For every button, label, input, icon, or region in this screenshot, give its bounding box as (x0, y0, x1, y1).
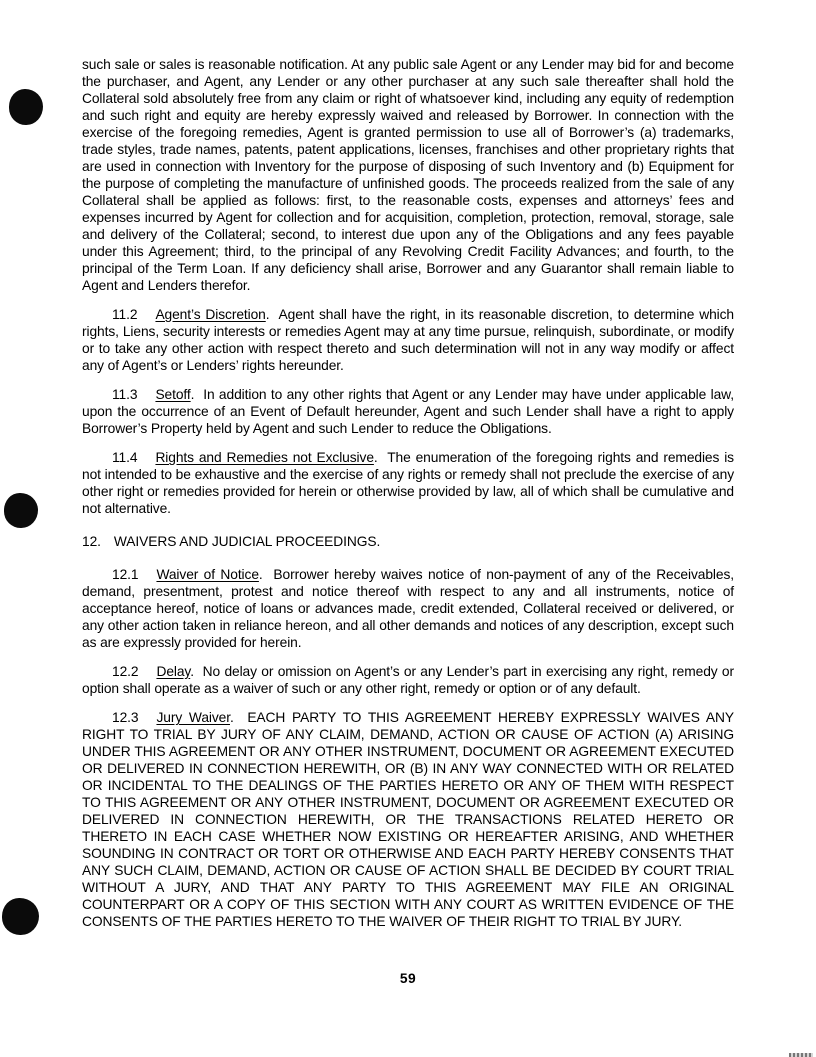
section-12-3-number: 12.3 (112, 710, 139, 725)
section-12-2-title: Delay (156, 664, 191, 679)
page-number: 59 (399, 971, 417, 986)
section-12-2-number: 12.2 (112, 664, 139, 679)
section-12-2 (82, 663, 734, 697)
section-11-2-body: . Agent shall have the right, in its reasonable discretion, to determine which rights, Liens, security interests or remedies Agent may at any time pursue, relinquish, subordinate, or modify or to take any other action with respect thereto and such determination will not in any way modify or affect any of Agent’s or Lenders’ rights hereunder. (82, 307, 734, 373)
section-11-4-body: . The enumeration of the foregoing rights and remedies is not intended to be exhaustive and the exercise of any rights or remedy shall not preclude the exercise of any other right or remedies provided for herein or otherwise provided by law, all of which shall be cumulative and not alternative. (82, 450, 734, 516)
section-11-3 (82, 386, 734, 437)
section-12-3-body: . EACH PARTY TO THIS AGREEMENT HEREBY EXPRESSLY WAIVES ANY RIGHT TO TRIAL BY JURY OF ANY CLAIM, DEMAND, ACTION OR CAUSE OF ACTION (A) ARISING UNDER THIS AGREEMENT OR ANY OTHER INSTRUMENT, DOCUMENT OR AGREEMENT EXECUTED OR DELIVERED IN CONNECTION HEREWITH, OR (B) IN ANY WAY CONNECTED WITH OR RELATED OR INCIDENTAL TO THE DEALINGS OF THE PARTIES HERETO OR ANY OF THEM WITH RESPECT TO THIS AGREEMENT OR ANY OTHER INSTRUMENT, DOCUMENT OR AGREEMENT EXECUTED OR DELIVERED IN CONNECTION HEREWITH, OR THE TRANSACTIONS RELATED HERETO OR THERETO IN EACH CASE WHETHER NOW EXISTING OR HEREAFTER ARISING, AND WHETHER SOUNDING IN CONTRACT OR TORT OR OTHERWISE AND EACH PARTY HEREBY CONSENTS THAT ANY SUCH CLAIM, DEMAND, ACTION OR CAUSE OF ACTION SHALL BE DECIDED BY COURT TRIAL WITHOUT A JURY, AND THAT ANY PARTY TO THIS AGREEMENT MAY FILE AN ORIGINAL COUNTERPART OR A COPY OF THIS SECTION WITH ANY COURT AS WRITTEN EVIDENCE OF THE CONSENTS OF THE PARTIES HERETO TO THE WAIVER OF THEIR RIGHT TO TRIAL BY JURY. (82, 710, 734, 929)
section-11-3-title: Setoff (155, 387, 191, 402)
hole-punch-top (9, 89, 43, 125)
section-12-title: WAIVERS AND JUDICIAL PROCEEDINGS. (113, 534, 381, 549)
section-11-4-title: Rights and Remedies not Exclusive (155, 450, 374, 465)
section-11-3-number: 11.3 (112, 387, 138, 402)
section-11-4 (82, 449, 734, 517)
section-11-4-number: 11.4 (112, 450, 138, 465)
paragraph-continuation: such sale or sales is reasonable notification. At any public sale Agent or any Lender may bid for and become the purchaser, and Agent, any Lender or any other purchaser at any such sale thereafter shall hold the Collateral sold absolutely free from any claim or right of whatsoever kind, including any equity of redemption and such right and equity are hereby expressly waived and released by Borrower. In connection with the exercise of the foregoing remedies, Agent is granted permission to use all of Borrower’s (a) trademarks, trade styles, trade names, patents, patent applications, licenses, franchises and other proprietary rights that are used in connection with Inventory for the purpose of disposing of such Inventory and (b) Equipment for the purpose of completing the manufacture of unfinished goods. The proceeds realized from the sale of any Collateral shall be applied as follows: first, to the reasonable costs, expenses and attorneys’ fees and expenses incurred by Agent for collection and for acquisition, completion, protection, removal, storage, sale and delivery of the Collateral; second, to interest due upon any of the Obligations and any fees payable under this Agreement; third, to the principal of any Revolving Credit Facility Advances; and fourth, to the principal of the Term Loan. If any deficiency shall arise, Borrower and any Guarantor shall remain liable to Agent and Lenders therefor. (82, 57, 734, 293)
section-11-2-title: Agent’s Discretion (155, 307, 266, 322)
scan-artifact (789, 1053, 813, 1057)
section-12-number: 12. (82, 534, 101, 549)
section-11-2-number: 11.2 (112, 307, 138, 322)
section-11-3-body: . In addition to any other rights that Agent or any Lender may have under applicable law, upon the occurrence of an Event of Default hereunder, Agent and such Lender shall have a right to apply Borrower’s Property held by Agent and such Lender to reduce the Obligations. (82, 387, 734, 436)
section-12-1-title: Waiver of Notice (156, 567, 259, 582)
section-12-3 (82, 709, 734, 930)
hole-punch-middle (4, 493, 38, 528)
section-12-1-number: 12.1 (112, 567, 139, 582)
document-content (82, 56, 734, 942)
section-11-2 (82, 306, 734, 374)
section-12-3-title: Jury Waiver (156, 710, 230, 725)
section-12-1-body: . Borrower hereby waives notice of non-payment of any of the Receivables, demand, presentment, protest and notice thereof with respect to any and all instruments, notice of acceptance hereof, notice of loans or advances made, credit extended, Collateral received or delivered, or any other action taken in reliance hereon, and all other demands and notices of any description, except such as are expressly provided for herein. (82, 567, 734, 650)
section-12-heading (82, 533, 734, 550)
hole-punch-bottom (2, 898, 39, 935)
section-12-2-body: . No delay or omission on Agent’s or any Lender’s part in exercising any right, remedy or option shall operate as a waiver of such or any other right, remedy or option or of any default. (82, 664, 734, 696)
section-12-1 (82, 566, 734, 651)
